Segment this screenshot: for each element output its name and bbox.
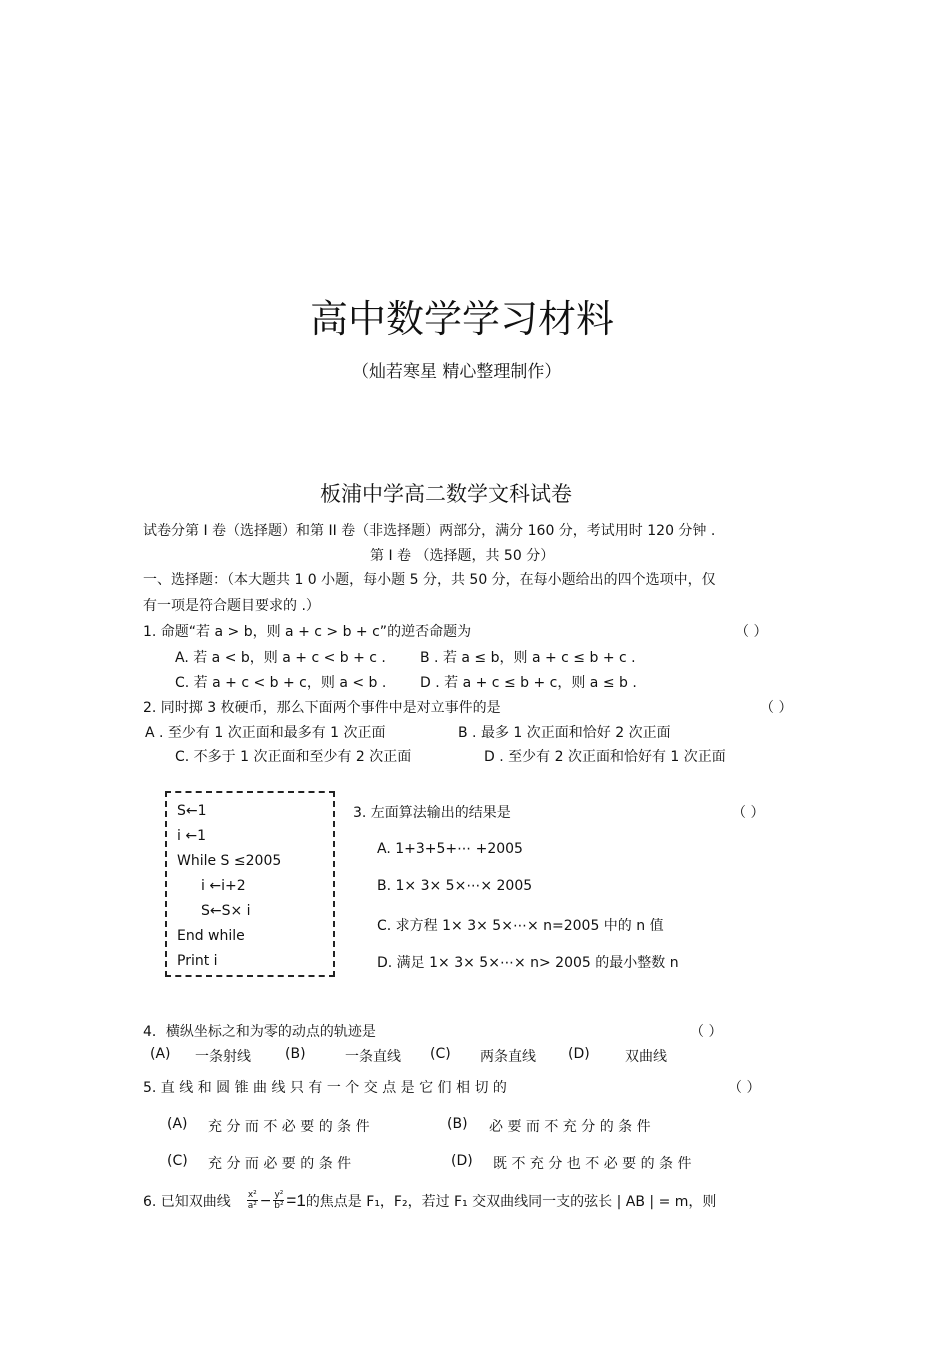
page-subtitle: （灿若寒星 精心整理制作） [352,362,562,382]
q1-option-d: D . 若 a + c ≤ b + c，则 a ≤ b . [420,675,637,691]
algorithm-line: i ←i+2 [201,878,246,894]
q3-bracket: （ ） [732,805,765,821]
algorithm-line: Print i [177,953,218,969]
q4-stem: 4．横纵坐标之和为零的动点的轨迹是 [143,1024,376,1040]
q6-frac1-num: x² [247,1190,257,1200]
q2-option-c: C. 不多于 1 次正面和至少有 2 次正面 [175,749,412,765]
q4-option-a: 一条射线 [195,1049,251,1065]
q5-stem: 5. 直 线 和 圆 锥 曲 线 只 有 一 个 交 点 是 它 们 相 切 的 [143,1080,507,1096]
q6-minus: − [259,1192,272,1209]
algorithm-line: i ←1 [177,828,206,844]
q1-option-b: B . 若 a ≤ b，则 a + c ≤ b + c . [420,650,636,666]
q4-option-c-label: (C) [430,1046,451,1062]
q1-option-c: C. 若 a + c < b + c，则 a < b . [175,675,387,691]
q3-option-d: D. 满足 1× 3× 5×⋯× n> 2005 的最小整数 n [377,955,679,971]
q2-option-d: D . 至少有 2 次正面和恰好有 1 次正面 [484,749,726,765]
q6-fraction-x [247,1190,258,1211]
q4-option-a-label: (A) [150,1046,171,1062]
q6-frac2-num: y² [274,1190,284,1200]
q5-option-c: 充 分 而 必 要 的 条 件 [208,1156,352,1172]
q5-option-d-label: (D) [451,1153,473,1169]
exam-intro-line2: 第 I 卷 （选择题，共 50 分） [370,548,555,564]
q1-option-a: A. 若 a < b，则 a + c < b + c . [175,650,386,666]
section1-line1: 一、选择题：（本大题共 1 0 小题，每小题 5 分，共 50 分，在每小题给出的四个选项中，仅 [143,572,716,588]
page-title: 高中数学学习材料 [310,297,615,341]
section1-line2: 有一项是符合题目要求的 .） [143,598,320,614]
q6-line [143,1190,716,1211]
algorithm-line: End while [177,928,245,944]
q3-option-a: A. 1+3+5+⋯ +2005 [377,841,523,857]
q3-option-b: B. 1× 3× 5×⋯× 2005 [377,878,533,894]
q5-option-d: 既 不 充 分 也 不 必 要 的 条 件 [493,1156,692,1172]
q1-bracket: （ ） [735,624,768,640]
q6-prefix: 6. 已知双曲线 [143,1193,231,1210]
q2-bracket: （ ） [760,700,793,716]
q5-option-b: 必 要 而 不 充 分 的 条 件 [489,1119,651,1135]
algorithm-line: While S ≤2005 [177,853,282,869]
q5-option-a: 充 分 而 不 必 要 的 条 件 [208,1119,370,1135]
q4-option-d-label: (D) [568,1046,590,1062]
q6-fraction-y [273,1190,284,1211]
q2-stem: 2. 同时掷 3 枚硬币，那么下面两个事件中是对立事件的是 [143,700,501,716]
q3-option-c: C. 求方程 1× 3× 5×⋯× n=2005 中的 n 值 [377,918,664,934]
q2-option-a: A . 至少有 1 次正面和最多有 1 次正面 [145,725,386,741]
exam-intro-line1: 试卷分第 I 卷（选择题）和第 II 卷（非选择题）两部分，满分 160 分，考试用时 120 分钟 . [143,523,716,539]
exam-title: 板浦中学高二数学文科试卷 [320,482,572,506]
q5-bracket: （ ） [728,1080,761,1096]
q5-option-b-label: (B) [447,1116,468,1132]
q3-stem: 3. 左面算法输出的结果是 [353,805,511,821]
q2-option-b: B . 最多 1 次正面和恰好 2 次正面 [458,725,671,741]
q6-suffix: 的焦点是 F₁，F₂，若过 F₁ 交双曲线同一支的弦长 | AB | = m，则 [305,1193,717,1210]
algorithm-line: S←1 [177,803,207,819]
q4-option-d: 双曲线 [625,1049,667,1065]
q5-option-a-label: (A) [167,1116,188,1132]
q4-option-b-label: (B) [285,1046,306,1062]
q4-option-c: 两条直线 [480,1049,536,1065]
q6-frac1-den: a² [247,1201,257,1211]
q4-option-b: 一条直线 [345,1049,401,1065]
q4-bracket: （ ） [690,1024,723,1040]
q5-option-c-label: (C) [167,1153,188,1169]
q6-equals: =1 [286,1190,306,1210]
q6-frac2-den: b² [274,1201,284,1211]
algorithm-line: S←S× i [201,903,251,919]
q1-stem: 1. 命题“若 a > b，则 a + c > b + c”的逆否命题为 [143,624,472,640]
